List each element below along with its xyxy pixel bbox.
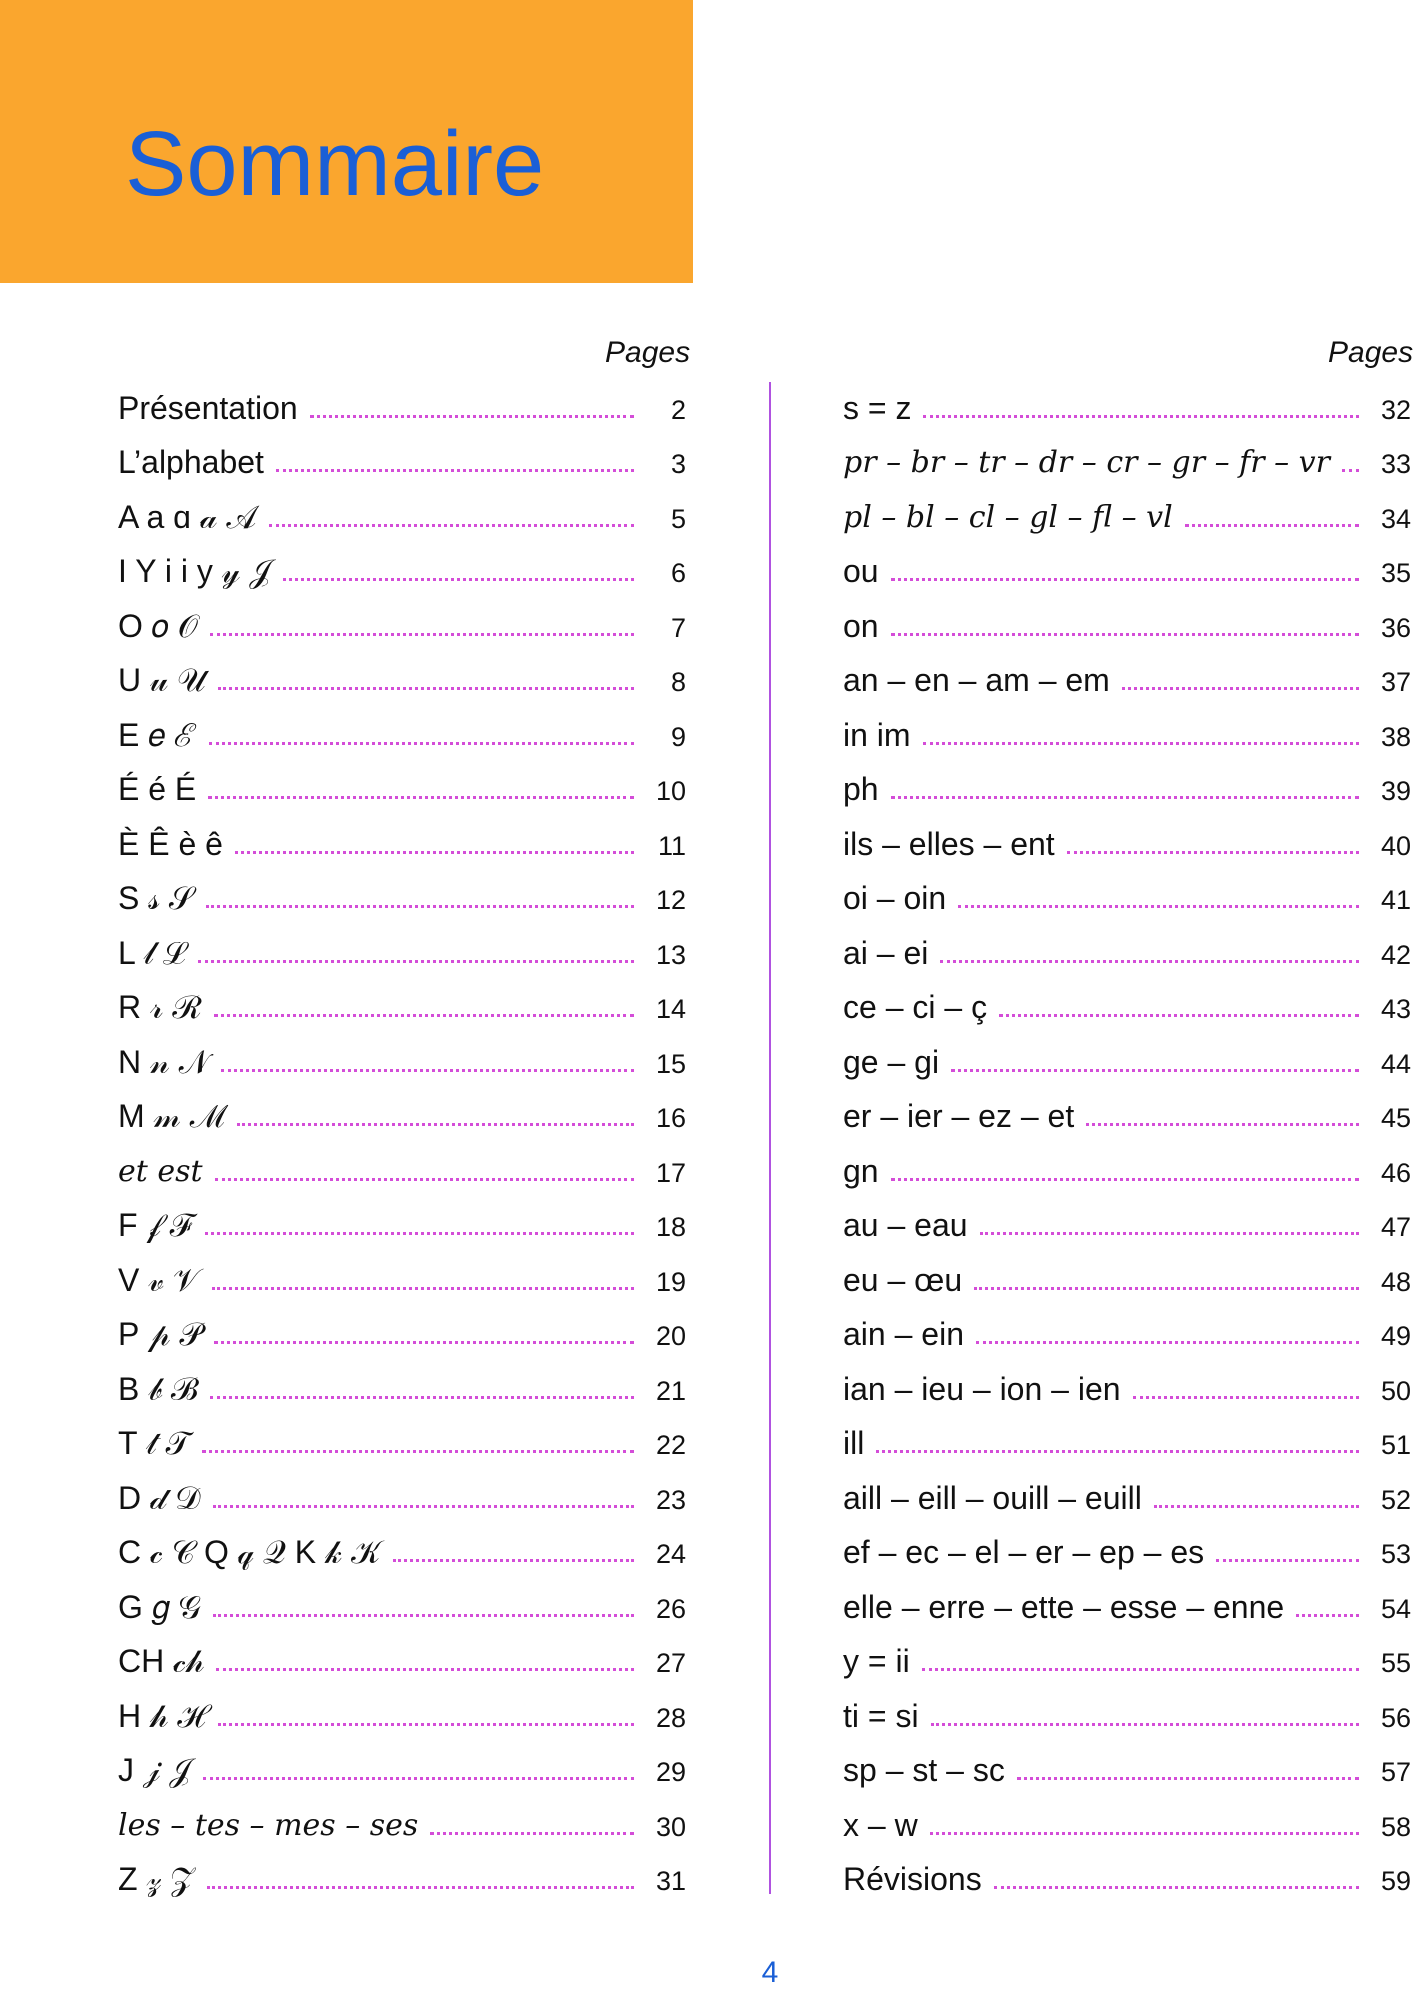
toc-entry-page: 7 (670, 612, 686, 643)
toc-entry (843, 488, 1411, 543)
toc-entry-label: C 𝒸 𝒞 Q 𝓆 𝒬 K 𝓀 𝒦 (118, 1534, 381, 1570)
dot-leader (269, 524, 634, 527)
toc-entry-page: 41 (1380, 885, 1411, 915)
dot-leader (923, 415, 1359, 418)
toc-entry-label: F 𝒻 ℱ (118, 1207, 194, 1243)
toc-entry (118, 1742, 686, 1797)
toc-entry-label: P 𝓅 𝒫 (118, 1316, 203, 1352)
toc-entry (118, 597, 686, 652)
toc-entry (843, 1306, 1411, 1361)
pages-column-header-right: Pages (1328, 336, 1414, 369)
toc-entry-label: I Y i i y 𝓎 𝒥 (118, 553, 272, 589)
toc-entry (118, 706, 686, 761)
toc-entry-label: ef – ec – el – er – ep – es (843, 1534, 1205, 1570)
toc-entry-label: H 𝒽 ℋ (118, 1697, 207, 1734)
toc-entry (843, 1088, 1411, 1143)
dot-leader (930, 1832, 1359, 1835)
toc-entry-label: s = z (843, 389, 912, 426)
dot-leader (923, 742, 1359, 745)
toc-entry-page: 27 (655, 1648, 686, 1678)
toc-entry (118, 1796, 686, 1851)
dot-leader (213, 1505, 634, 1508)
toc-entry-label: y = ii (843, 1643, 910, 1679)
dot-leader (931, 1723, 1359, 1726)
toc-entry-label: D 𝒹 𝒟 (118, 1479, 201, 1516)
toc-entry-label: ain – ein (843, 1316, 964, 1352)
toc-entry-label: É é É (118, 771, 197, 807)
toc-entry-page: 20 (655, 1321, 686, 1351)
toc-entry-label: Z 𝓏 𝒵 (118, 1861, 195, 1897)
column-divider (769, 382, 771, 1894)
toc-entry-page: 39 (1380, 776, 1411, 806)
dot-leader (283, 578, 634, 581)
toc-entry-page: 13 (655, 939, 686, 970)
toc-entry-label: ph (843, 771, 879, 807)
toc-entry (843, 1687, 1411, 1742)
toc-entry (118, 434, 686, 489)
toc-entry (118, 1851, 686, 1906)
toc-entry (843, 1851, 1411, 1906)
toc-entry (118, 1415, 686, 1470)
dot-leader (891, 578, 1359, 581)
toc-entry-label: oi – oin (843, 880, 947, 916)
toc-column-right (843, 379, 1411, 1905)
header-banner (0, 0, 693, 283)
toc-entry (118, 1197, 686, 1252)
toc-entry-label: V 𝓋 𝒱 (118, 1261, 200, 1298)
toc-entry (118, 1142, 686, 1197)
toc-entry-page: 23 (655, 1484, 686, 1515)
toc-entry (843, 870, 1411, 925)
toc-entry-label: sp – st – sc (843, 1752, 1005, 1788)
dot-leader (430, 1832, 634, 1835)
toc-entry-page: 29 (655, 1757, 686, 1787)
toc-entry-page: 22 (655, 1430, 686, 1460)
toc-entry-label: ian – ieu – ion – ien (843, 1370, 1121, 1407)
dot-leader (891, 633, 1359, 636)
dot-leader (1122, 687, 1359, 690)
toc-entry (843, 652, 1411, 707)
dot-leader (958, 905, 1359, 908)
dot-leader (922, 1668, 1359, 1671)
dot-leader (216, 1668, 634, 1671)
toc-entry (843, 434, 1411, 489)
toc-entry-label: E 𝑒 ℰ (118, 716, 197, 753)
dot-leader (206, 905, 634, 908)
dot-leader (940, 960, 1359, 963)
toc-entry-page: 11 (657, 830, 686, 861)
toc-entry (118, 1524, 686, 1579)
toc-entry-page: 48 (1380, 1266, 1411, 1297)
toc-entry-label: R 𝓇 ℛ (118, 989, 203, 1025)
toc-entry (843, 1469, 1411, 1524)
toc-entry (843, 379, 1411, 434)
toc-entry-label: B 𝒷 ℬ (118, 1370, 198, 1407)
dot-leader (994, 1886, 1359, 1889)
toc-entry-page: 18 (655, 1212, 686, 1242)
toc-entry-label: an – en – am – em (843, 662, 1110, 698)
page-title: Sommaire (125, 113, 545, 215)
toc-entry-label: ge – gi (843, 1043, 940, 1080)
toc-entry (843, 761, 1411, 816)
dot-leader (999, 1014, 1359, 1017)
toc-entry-label: et est (118, 1153, 203, 1189)
toc-entry-page: 47 (1380, 1212, 1411, 1242)
dot-leader (1216, 1559, 1359, 1562)
toc-entry-label: eu – œu (843, 1261, 963, 1298)
dot-leader (951, 1069, 1359, 1072)
toc-entry-page: 50 (1380, 1375, 1411, 1406)
toc-entry (118, 1633, 686, 1688)
dot-leader (213, 1614, 634, 1617)
toc-entry (118, 761, 686, 816)
toc-entry (118, 1251, 686, 1306)
dot-leader (876, 1450, 1359, 1453)
toc-entry-label: L’alphabet (118, 444, 264, 480)
toc-entry (118, 1578, 686, 1633)
toc-entry-page: 35 (1380, 558, 1411, 588)
toc-entry-page: 49 (1380, 1321, 1411, 1351)
toc-entry-label: Révisions (843, 1861, 982, 1897)
toc-entry-page: 5 (670, 503, 686, 534)
toc-entry-label: G 𝑔 𝒢 (118, 1588, 202, 1625)
toc-entry-page: 14 (655, 994, 686, 1024)
dot-leader (976, 1341, 1359, 1344)
toc-entry-page: 53 (1380, 1539, 1411, 1569)
toc-entry (843, 543, 1411, 598)
toc-entry (843, 979, 1411, 1034)
toc-entry-page: 19 (655, 1266, 686, 1297)
pages-column-header-left: Pages (605, 336, 691, 369)
dot-leader (235, 851, 634, 854)
dot-leader (218, 1723, 634, 1726)
toc-entry-label: J 𝒿 𝒥 (118, 1752, 192, 1788)
toc-entry-page: 24 (655, 1539, 686, 1569)
toc-entry-page: 44 (1380, 1048, 1411, 1079)
toc-entry (843, 1251, 1411, 1306)
toc-entry-page: 17 (655, 1157, 686, 1188)
toc-entry-page: 38 (1380, 721, 1411, 752)
toc-entry (118, 1687, 686, 1742)
toc-entry-label: er – ier – ez – et (843, 1098, 1075, 1134)
dot-leader (221, 1069, 634, 1072)
dot-leader (215, 1178, 634, 1181)
toc-entry-label: elle – erre – ette – esse – enne (843, 1588, 1285, 1625)
toc-entry (843, 924, 1411, 979)
dot-leader (210, 633, 634, 636)
toc-entry-page: 3 (670, 449, 686, 479)
dot-leader (393, 1559, 634, 1562)
dot-leader (208, 796, 634, 799)
toc-entry-page: 2 (670, 394, 686, 425)
toc-entry-label: ce – ci – ç (843, 989, 988, 1025)
dot-leader (218, 687, 634, 690)
toc-entry-page: 34 (1380, 503, 1411, 534)
dot-leader (276, 469, 634, 472)
toc-entry (843, 1524, 1411, 1579)
dot-leader (980, 1232, 1359, 1235)
toc-entry (118, 1360, 686, 1415)
toc-entry (118, 979, 686, 1034)
toc-entry-page: 59 (1380, 1866, 1411, 1896)
toc-entry-label: L 𝓁 ℒ (118, 934, 187, 971)
dot-leader (1296, 1614, 1359, 1617)
dot-leader (207, 1886, 634, 1889)
toc-entry (118, 1088, 686, 1143)
dot-leader (210, 1396, 634, 1399)
toc-entry-label: ti = si (843, 1697, 919, 1734)
toc-entry (843, 1578, 1411, 1633)
toc-entry-label: È Ê è ê (118, 825, 223, 862)
toc-entry-label: ils – elles – ent (843, 825, 1055, 862)
toc-entry-page: 26 (655, 1593, 686, 1624)
dot-leader (1185, 524, 1359, 527)
dot-leader (310, 415, 634, 418)
dot-leader (198, 960, 634, 963)
dot-leader (1086, 1123, 1359, 1126)
dot-leader (214, 1014, 634, 1017)
toc-entry-label: N 𝓃 𝒩 (118, 1043, 210, 1080)
toc-entry-page: 16 (655, 1103, 686, 1133)
dot-leader (1342, 469, 1359, 472)
toc-entry (118, 652, 686, 707)
toc-entry-label: pl – bl – cl – gl – fl – vl (843, 499, 1173, 535)
dot-leader (209, 742, 634, 745)
dot-leader (203, 1777, 634, 1780)
toc-entry-page: 57 (1380, 1757, 1411, 1787)
toc-entry-label: au – eau (843, 1207, 968, 1243)
toc-entry-label: M 𝓂 ℳ (118, 1098, 226, 1134)
toc-entry-page: 46 (1380, 1157, 1411, 1188)
dot-leader (891, 1178, 1359, 1181)
toc-entry-page: 8 (670, 667, 686, 697)
toc-entry-label: ai – ei (843, 934, 929, 971)
toc-entry-label: les – tes – mes – ses (118, 1807, 419, 1843)
toc-entry-label: aill – eill – ouill – euill (843, 1479, 1142, 1516)
toc-entry-page: 31 (655, 1866, 686, 1896)
dot-leader (1067, 851, 1359, 854)
toc-entry (118, 924, 686, 979)
toc-entry (118, 379, 686, 434)
toc-entry (843, 1415, 1411, 1470)
toc-entry-label: O 𝑜 𝒪 (118, 607, 198, 644)
toc-entry (118, 1033, 686, 1088)
toc-entry-label: T 𝓉 𝒯 (118, 1425, 191, 1461)
toc-entry (843, 597, 1411, 652)
toc-entry-page: 52 (1380, 1484, 1411, 1515)
toc-entry-page: 6 (670, 558, 686, 588)
toc-entry-page: 45 (1380, 1103, 1411, 1133)
toc-entry-page: 43 (1380, 994, 1411, 1024)
toc-entry-page: 32 (1380, 394, 1411, 425)
toc-entry-label: pr – br – tr – dr – cr – gr – fr – vr (843, 445, 1330, 480)
toc-entry-page: 55 (1380, 1648, 1411, 1678)
dot-leader (237, 1123, 634, 1126)
dot-leader (212, 1287, 634, 1290)
toc-entry (118, 815, 686, 870)
dot-leader (1017, 1777, 1359, 1780)
page-number: 4 (761, 1956, 779, 1989)
toc-entry-page: 54 (1380, 1593, 1411, 1624)
toc-column-left (118, 379, 686, 1905)
toc-entry-page: 15 (655, 1048, 686, 1079)
toc-entry-page: 33 (1380, 449, 1411, 479)
toc-entry (843, 1796, 1411, 1851)
toc-entry (118, 1306, 686, 1361)
toc-entry-page: 30 (655, 1811, 686, 1842)
toc-entry-label: S 𝓈 𝒮 (118, 880, 194, 916)
toc-entry-label: on (843, 607, 879, 644)
toc-entry-page: 9 (670, 721, 686, 752)
toc-entry-label: ill (843, 1425, 865, 1461)
dot-leader (214, 1341, 634, 1344)
toc-entry-page: 12 (655, 885, 686, 915)
toc-entry-label: gn (843, 1152, 879, 1189)
toc-entry-label: CH 𝒸𝒽 (118, 1643, 205, 1679)
dot-leader (1154, 1505, 1359, 1508)
dot-leader (205, 1232, 634, 1235)
toc-entry-label: in im (843, 716, 911, 753)
toc-entry-page: 40 (1380, 830, 1411, 861)
dot-leader (202, 1450, 634, 1453)
toc-entry (843, 1633, 1411, 1688)
toc-entry-page: 58 (1380, 1811, 1411, 1842)
toc-entry-page: 51 (1380, 1430, 1411, 1460)
toc-entry-page: 21 (655, 1375, 686, 1406)
toc-entry-label: A a ɑ 𝒶 𝒜 (118, 498, 257, 535)
toc-entry (118, 488, 686, 543)
dot-leader (974, 1287, 1359, 1290)
dot-leader (1133, 1396, 1359, 1399)
toc-entry-page: 42 (1380, 939, 1411, 970)
toc-entry-page: 37 (1380, 667, 1411, 697)
toc-entry (118, 1469, 686, 1524)
toc-entry-label: Présentation (118, 389, 298, 426)
toc-entry-label: U 𝓊 𝒰 (118, 662, 206, 698)
toc-entry (118, 543, 686, 598)
toc-entry (843, 1360, 1411, 1415)
toc-entry (843, 706, 1411, 761)
toc-entry-page: 10 (655, 776, 686, 806)
toc-entry-page: 36 (1380, 612, 1411, 643)
toc-entry (843, 1197, 1411, 1252)
toc-entry (843, 815, 1411, 870)
toc-entry-label: ou (843, 553, 879, 589)
dot-leader (891, 796, 1359, 799)
toc-entry (843, 1742, 1411, 1797)
toc-entry-label: x – w (843, 1806, 918, 1843)
toc-entry (118, 870, 686, 925)
toc-entry (843, 1033, 1411, 1088)
toc-entry-page: 28 (655, 1702, 686, 1733)
toc-entry (843, 1142, 1411, 1197)
toc-entry-page: 56 (1380, 1702, 1411, 1733)
